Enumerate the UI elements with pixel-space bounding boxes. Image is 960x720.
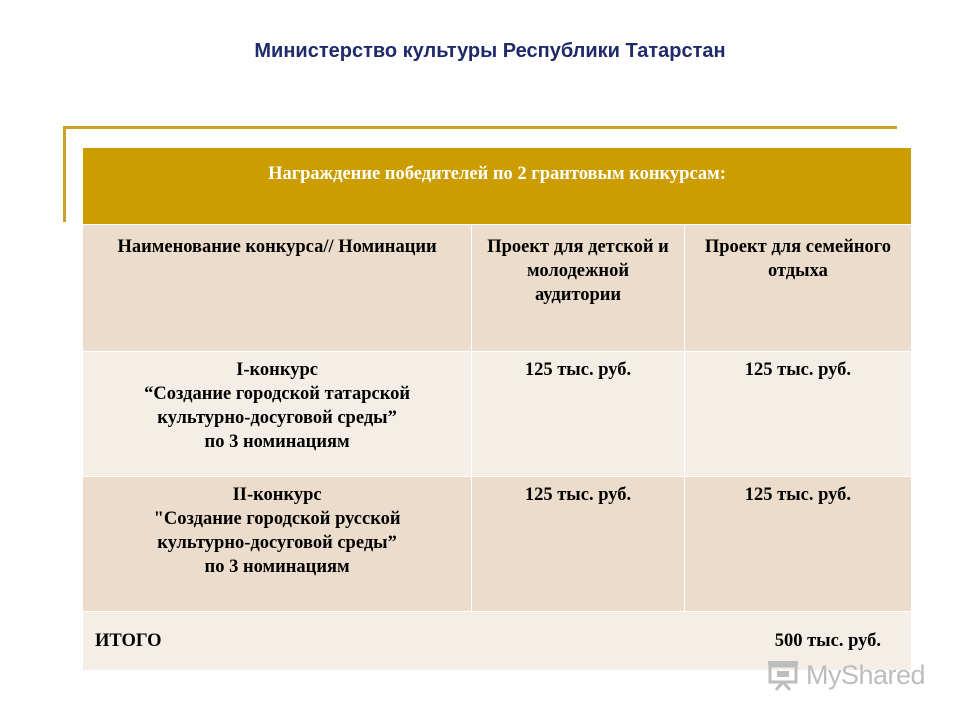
contest-name-line: по 3 номинациям — [204, 432, 350, 452]
contest-name-line: культурно-досуговой среды” — [157, 408, 397, 428]
column-header-family: Проект для семейного отдыха — [684, 225, 911, 352]
table-row — [83, 352, 911, 477]
contest-name-line: "Создание городской русской — [153, 509, 401, 529]
column-header-children: Проект для детской и молодежной аудитории — [472, 225, 685, 352]
projector-screen-icon — [766, 659, 800, 691]
total-label: ИТОГО — [95, 631, 162, 651]
children-amount-cell: 125 тыс. руб. — [472, 477, 685, 612]
table-row — [83, 477, 911, 612]
contest-name-cell — [83, 477, 472, 612]
page-title: Министерство культуры Республики Татарстан — [254, 40, 726, 62]
watermark-text: MyShared — [806, 659, 926, 690]
contest-name-cell — [83, 352, 472, 477]
children-amount-cell: 125 тыс. руб. — [472, 352, 685, 477]
contest-name-line: II-конкурс — [232, 485, 322, 505]
contest-name-line: культурно-досуговой среды” — [157, 533, 397, 553]
column-header-contest: Наименование конкурса// Номинации — [83, 225, 472, 352]
contest-name-line: по 3 номинациям — [204, 557, 350, 577]
contest-name-line: “Создание городской татарской — [144, 384, 411, 404]
table-title: Награждение победителей по 2 грантовым конкурсам: — [83, 148, 911, 225]
table-title-row — [83, 148, 911, 225]
watermark — [766, 655, 925, 695]
table-header-row — [83, 225, 911, 352]
family-amount-cell: 125 тыс. руб. — [684, 352, 911, 477]
grant-table — [83, 148, 911, 671]
contest-name-line: I-конкурс — [236, 360, 318, 380]
decorative-bracket-left — [63, 126, 66, 222]
total-value: 500 тыс. руб. — [774, 631, 881, 651]
decorative-bracket-top — [63, 126, 897, 129]
family-amount-cell: 125 тыс. руб. — [684, 477, 911, 612]
